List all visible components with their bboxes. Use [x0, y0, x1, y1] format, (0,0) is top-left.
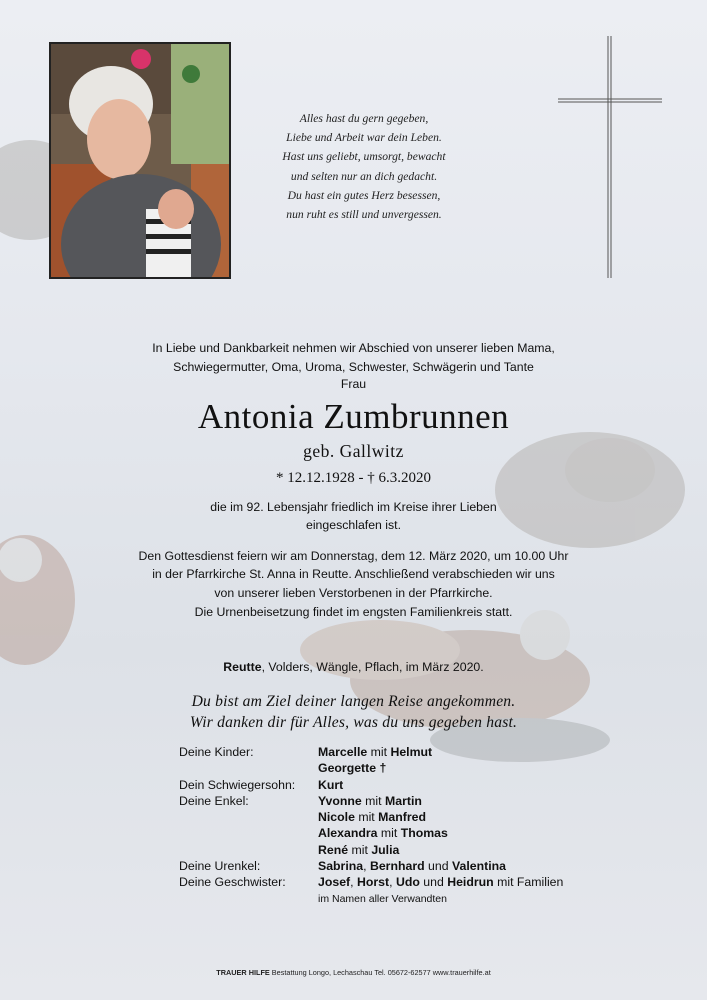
relative-name: Kurt [318, 777, 344, 792]
place-rest: , Volders, Wängle, Pflach, im März 2020. [261, 660, 484, 674]
service-line: von unserer lieben Verstorbenen in der Pfarrkirche. [214, 585, 493, 600]
relative-name: Udo [395, 875, 420, 890]
relatives-names [318, 825, 448, 841]
relative-connector: mit [361, 793, 385, 808]
relative-name: Manfred [378, 810, 426, 825]
relative-connector: mit [367, 745, 391, 759]
relatives-label: Deine Urenkel: [179, 859, 261, 874]
footer-text: Bestattung Longo, Lechaschau Tel. 05672-62577 www.trauerhilfe.at [269, 968, 491, 977]
relative-connector: mit [377, 826, 401, 841]
relative-name: Martin [384, 793, 422, 808]
relatives-names [318, 809, 426, 825]
relative-name: Georgette † [318, 761, 387, 776]
relatives-names [318, 760, 386, 776]
poem [262, 109, 466, 224]
relatives-label: Dein Schwiegersohn: [179, 777, 296, 792]
service-text [0, 547, 707, 602]
place-date [0, 660, 707, 674]
poem-line: Alles hast du gern gegeben, [299, 112, 429, 125]
relatives-names [318, 874, 563, 890]
relative-name: René [318, 842, 349, 857]
relatives-names [318, 793, 422, 809]
relative-connector: , [363, 859, 370, 874]
maiden-name: geb. Gallwitz [303, 441, 404, 461]
place-town: Reutte [223, 660, 262, 674]
relatives-names [318, 842, 399, 858]
relatives-names [318, 777, 343, 793]
relatives-names [318, 744, 432, 760]
relatives-label: Deine Geschwister: [179, 875, 286, 890]
quote-line: Du bist am Ziel deiner langen Reise angekommen. [191, 693, 516, 710]
deceased-name: Antonia Zumbrunnen [197, 397, 510, 436]
relative-name: Julia [371, 842, 400, 857]
relative-connector: mit Familien [493, 875, 564, 890]
poem-line: Hast uns geliebt, umsorgt, bewacht [282, 150, 446, 164]
relative-connector: mit [354, 810, 379, 825]
title-frau: Frau [340, 377, 367, 391]
relative-name: Josef [318, 875, 351, 890]
closing-quote [0, 692, 707, 733]
cross-icon [558, 36, 662, 278]
footer [0, 968, 707, 977]
poem-line: Liebe und Arbeit war dein Leben. [286, 131, 442, 145]
footer-brand: TRAUER HILFE [216, 968, 270, 977]
relatives-label: Deine Kinder: [179, 745, 254, 759]
relative-name: Heidrun [447, 875, 494, 890]
intro-line: Schwiegermutter, Oma, Uroma, Schwester, Schwägerin und Tante [173, 359, 534, 374]
relative-name: Sabrina [318, 859, 364, 874]
service-line: Den Gottesdienst feiern wir am Donnerstag, dem 12. März 2020, um 10.00 Uhr [138, 549, 569, 563]
relative-name: Marcelle [318, 745, 368, 759]
poem-line: nun ruht es still und unvergessen. [286, 208, 442, 222]
relative-name: Yvonne [318, 793, 362, 808]
relatives-names [318, 858, 506, 874]
relative-name: Nicole [318, 810, 355, 825]
relative-connector: und [424, 859, 452, 874]
relative-name: Bernhard [369, 859, 425, 874]
relative-connector: im Namen aller Verwandten [318, 892, 447, 905]
life-dates: * 12.12.1928 - † 6.3.2020 [276, 470, 431, 486]
relative-name: Alexandra [318, 826, 378, 841]
service-line: in der Pfarrkirche St. Anna in Reutte. Anschließend verabschieden wir uns [152, 567, 555, 582]
burial-text: Die Urnenbeisetzung findet im engsten Familienkreis statt. [194, 605, 513, 619]
relative-name: Valentina [451, 859, 506, 874]
relative-name: Helmut [390, 745, 433, 759]
relative-connector: , [350, 875, 357, 890]
relative-name: Thomas [400, 826, 448, 841]
relative-connector: und [419, 875, 448, 890]
passing-text [0, 499, 707, 534]
quote-line: Wir danken dir für Alles, was du uns gegeben hast. [189, 713, 518, 731]
portrait-photo [49, 42, 231, 279]
relative-connector: mit [348, 842, 372, 857]
relatives-names [318, 891, 447, 907]
passing-line: die im 92. Lebensjahr friedlich im Kreise ihrer Lieben [210, 500, 497, 514]
poem-line: Du hast ein gutes Herz besessen, [287, 188, 441, 202]
intro-line: In Liebe und Dankbarkeit nehmen wir Abschied von unserer lieben Mama, [152, 341, 555, 355]
poem-line: und selten nur an dich gedacht. [290, 169, 438, 183]
passing-line: eingeschlafen ist. [305, 517, 402, 532]
relative-connector: , [389, 875, 396, 890]
relative-name: Horst [356, 875, 390, 890]
intro-text [0, 339, 707, 376]
relatives-label: Deine Enkel: [179, 793, 249, 808]
